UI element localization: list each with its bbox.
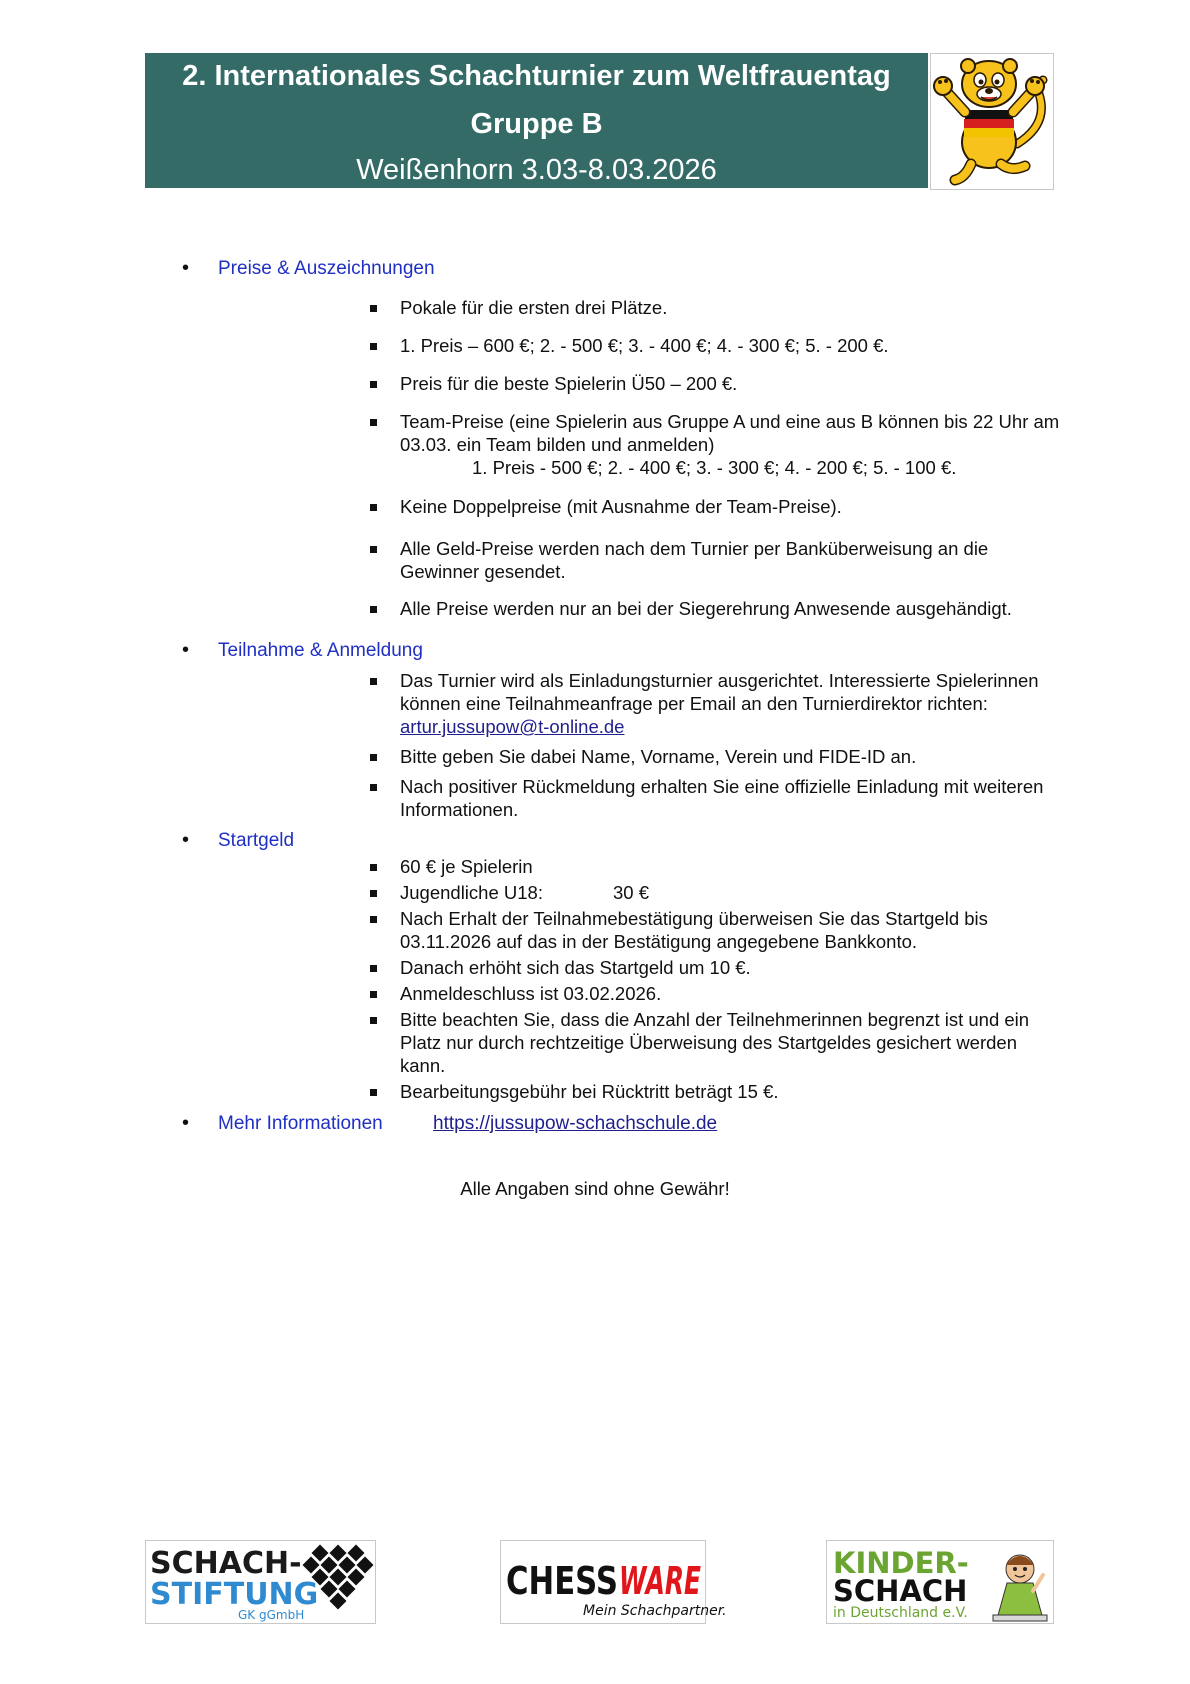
section-title-registration: Teilnahme & Anmeldung bbox=[218, 640, 423, 661]
square-bullet-icon bbox=[370, 606, 377, 613]
square-bullet-icon bbox=[370, 916, 377, 923]
square-bullet-icon bbox=[370, 305, 377, 312]
team-prize-description: Team-Preise (eine Spielerin aus Gruppe A und eine aus B können bis 22 Uhr am 03.03. ein Team bilden und anmelden) bbox=[400, 411, 1060, 455]
square-bullet-icon bbox=[370, 678, 377, 685]
logo-text: in Deutschland e.V. bbox=[833, 1605, 968, 1621]
square-bullet-icon bbox=[370, 1089, 377, 1096]
section-title-prizes: Preise & Auszeichnungen bbox=[218, 258, 435, 279]
title-line-1: 2. Internationales Schachturnier zum Weltfrauentag bbox=[182, 60, 891, 92]
kinderschach-logo bbox=[826, 1540, 1054, 1624]
square-bullet-icon bbox=[370, 784, 377, 791]
square-bullet-icon bbox=[370, 991, 377, 998]
logo-text: CHESS bbox=[506, 1559, 618, 1603]
section-bullet: • bbox=[182, 1112, 190, 1134]
team-prize-amounts: 1. Preis - 500 €; 2. - 400 €; 3. - 300 €; 4. - 200 €; 5. - 100 €. bbox=[472, 457, 957, 478]
logo-text: WARE bbox=[619, 1559, 702, 1603]
section-bullet: • bbox=[182, 257, 190, 279]
youth-fee-label: Jugendliche U18: bbox=[400, 882, 543, 903]
section-bullet: • bbox=[182, 829, 190, 851]
tiger-mascot-icon bbox=[931, 54, 1053, 189]
square-bullet-icon bbox=[370, 890, 377, 897]
logo-text: SCHACH- bbox=[150, 1546, 302, 1581]
logo-tagline: Mein Schachpartner. bbox=[583, 1603, 727, 1619]
square-bullet-icon bbox=[370, 343, 377, 350]
chess-kid-mascot-icon bbox=[993, 1555, 1047, 1621]
email-link[interactable]: artur.jussupow@t-online.de bbox=[400, 716, 625, 737]
mascot-image bbox=[930, 53, 1054, 190]
square-bullet-icon bbox=[370, 965, 377, 972]
square-bullet-icon bbox=[370, 864, 377, 871]
title-line-3: Weißenhorn 3.03-8.03.2026 bbox=[356, 154, 717, 186]
square-bullet-icon bbox=[370, 381, 377, 388]
square-bullet-icon bbox=[370, 546, 377, 553]
chessware-logo-image bbox=[501, 1541, 727, 1623]
title-banner bbox=[145, 53, 928, 188]
square-bullet-icon bbox=[370, 1017, 377, 1024]
disclaimer: Alle Angaben sind ohne Gewähr! bbox=[460, 1178, 730, 1199]
section-bullet: • bbox=[182, 639, 190, 661]
schachstiftung-logo bbox=[145, 1540, 376, 1624]
website-link[interactable]: https://jussupow-schachschule.de bbox=[433, 1113, 718, 1134]
square-bullet-icon bbox=[370, 419, 377, 426]
title-line-2: Gruppe B bbox=[470, 108, 603, 140]
logo-text: GK gGmbH bbox=[238, 1608, 305, 1622]
section-title-more-info: Mehr Informationen bbox=[218, 1113, 383, 1134]
logo-text: STIFTUNG bbox=[150, 1577, 319, 1612]
section-title-fee: Startgeld bbox=[218, 830, 295, 851]
square-bullet-icon bbox=[370, 504, 377, 511]
square-bullet-icon bbox=[370, 754, 377, 761]
logo-text: KINDER- bbox=[833, 1546, 969, 1580]
chessware-logo bbox=[500, 1540, 727, 1624]
logo-text: SCHACH bbox=[833, 1574, 968, 1608]
schachstiftung-logo-image bbox=[146, 1541, 375, 1623]
kinderschach-logo-image bbox=[827, 1541, 1053, 1623]
youth-fee-value: 30 € bbox=[613, 882, 650, 903]
